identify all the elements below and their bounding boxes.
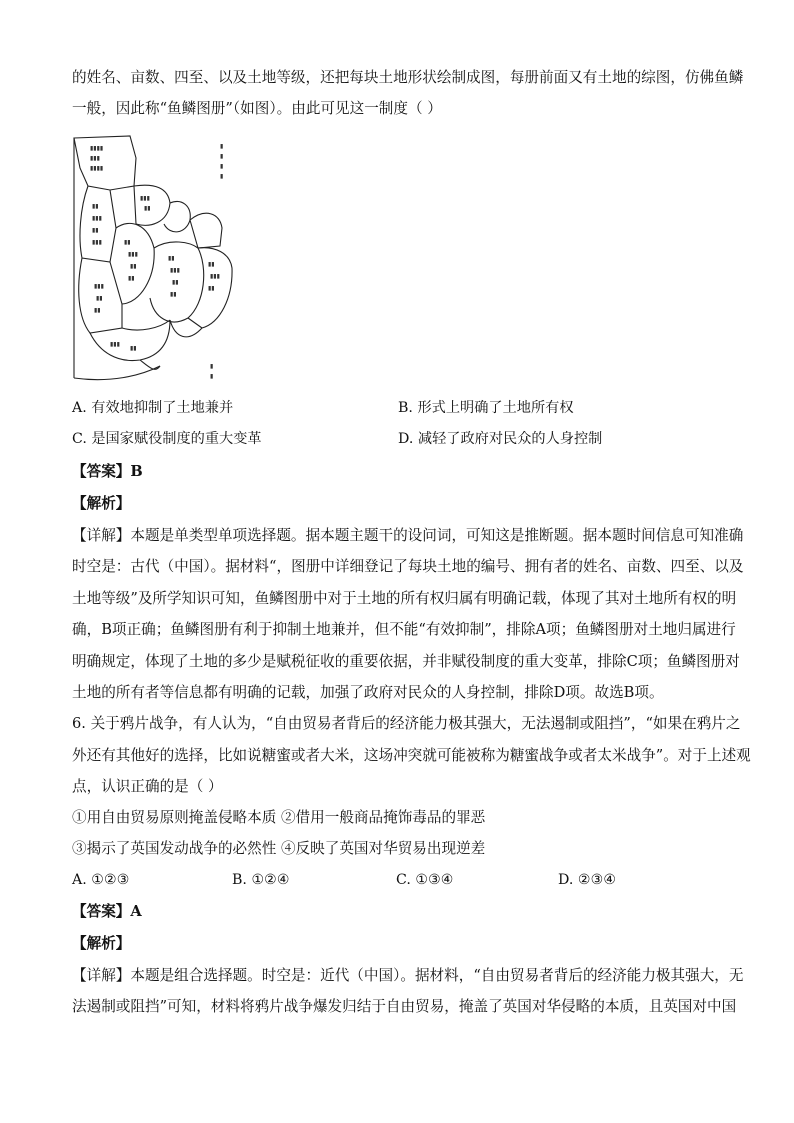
svg-text:▮▮: ▮▮ xyxy=(208,261,215,268)
svg-text:▮▮: ▮▮ xyxy=(96,295,103,302)
svg-text:▮▮: ▮▮ xyxy=(168,255,175,262)
q5-option-b[interactable]: B. 形式上明确了土地所有权 xyxy=(398,400,574,416)
q5-detail-line-6: 土地的所有者等信息都有明确的记载，加强了政府对民众的人身控制，排除D项。故选B项。 xyxy=(72,684,664,701)
svg-text:▮▮▮: ▮▮▮ xyxy=(140,195,150,202)
svg-text:▮: ▮ xyxy=(210,373,214,380)
svg-text:▮▮: ▮▮ xyxy=(208,285,215,292)
svg-text:▮▮: ▮▮ xyxy=(94,307,101,314)
q6-stem-line-1: 6. 关于鸦片战争，有人认为，“自由贸易者背后的经济能力极其强大，无法遏制或阻挡”，“如果在鸦片之 xyxy=(72,715,741,732)
svg-text:▮▮▮▮: ▮▮▮▮ xyxy=(90,165,104,172)
q5-detail-line-2: 时空是：古代（中国）。据材料“，图册中详细登记了每块土地的编号、拥有者的姓名、亩数、四至、以及 xyxy=(72,558,744,575)
q5-detail-line-5: 明确规定，体现了土地的多少是赋税征收的重要依据，并非赋役制度的重大变革，排除C项；鱼鳞图册对 xyxy=(72,653,740,670)
q6-option-d[interactable]: D. ②③④ xyxy=(558,872,617,888)
svg-text:▮▮: ▮▮ xyxy=(92,227,99,234)
svg-text:▮: ▮ xyxy=(210,363,214,370)
q6-stem-line-3: 点，认识正确的是（ ） xyxy=(72,778,223,795)
svg-text:▮▮▮: ▮▮▮ xyxy=(110,341,120,348)
q6-statements-1: ①用自由贸易原则掩盖侵略本质 ②借用一般商品掩饰毒品的罪恶 xyxy=(72,809,486,826)
svg-text:▮▮: ▮▮ xyxy=(130,345,137,352)
svg-text:▮▮▮▮: ▮▮▮▮ xyxy=(90,145,104,152)
q6-statements-2: ③揭示了英国发动战争的必然性 ④反映了英国对华贸易出现逆差 xyxy=(72,840,486,857)
svg-text:▮▮▮: ▮▮▮ xyxy=(210,273,220,280)
q6-option-a[interactable]: A. ①②③ xyxy=(72,872,130,888)
q5-stem-line-1: 的姓名、亩数、四至、以及土地等级，还把每块土地形状绘制成图，每册前面又有土地的综图，仿佛鱼鳞 xyxy=(72,69,744,86)
svg-text:▮▮: ▮▮ xyxy=(124,239,131,246)
q5-option-d[interactable]: D. 减轻了政府对民众的人身控制 xyxy=(398,431,603,447)
q6-option-b[interactable]: B. ①②④ xyxy=(232,872,290,888)
svg-text:▮▮▮: ▮▮▮ xyxy=(170,267,180,274)
svg-text:▮▮▮: ▮▮▮ xyxy=(90,155,100,162)
svg-text:▮: ▮ xyxy=(220,163,224,170)
svg-text:▮▮: ▮▮ xyxy=(144,205,151,212)
svg-text:▮▮: ▮▮ xyxy=(170,291,177,298)
svg-text:▮▮: ▮▮ xyxy=(130,263,137,270)
q5-option-a[interactable]: A. 有效地抑制了土地兼并 xyxy=(72,400,234,416)
q5-option-c[interactable]: C. 是国家赋役制度的重大变革 xyxy=(72,431,262,447)
svg-text:▮▮▮: ▮▮▮ xyxy=(92,239,102,246)
svg-text:▮: ▮ xyxy=(220,143,224,150)
svg-text:▮▮: ▮▮ xyxy=(92,203,99,210)
svg-text:▮▮: ▮▮ xyxy=(128,275,135,282)
fish-scale-map-icon xyxy=(70,128,238,388)
q6-detail-line-2: 法遏制或阻挡”可知，材料将鸦片战争爆发归结于自由贸易，掩盖了英国对华侵略的本质，且英国对中国 xyxy=(72,998,737,1015)
q5-analysis-label: 【解析】 xyxy=(72,495,131,512)
q6-analysis-label: 【解析】 xyxy=(72,935,131,952)
q5-detail-line-3: 土地等级”及所学知识可知，鱼鳞图册中对于土地的所有权归属有明确记载，体现了其对土地所有权的明 xyxy=(72,590,737,607)
svg-text:▮: ▮ xyxy=(220,153,224,160)
q5-detail-line-1: 【详解】本题是单类型单项选择题。据本题主题干的设问词，可知这是推断题。据本题时间信息可知准确 xyxy=(72,527,744,544)
svg-text:▮: ▮ xyxy=(220,173,224,180)
svg-text:▮▮▮: ▮▮▮ xyxy=(94,283,104,290)
q6-stem-line-2: 外还有其他好的选择，比如说糖蜜或者大米，这场冲突就可能被称为糖蜜战争或者太米战争”。对于上述观 xyxy=(72,747,751,764)
q5-answer: 【答案】B xyxy=(72,463,143,480)
svg-text:▮▮: ▮▮ xyxy=(172,279,179,286)
q6-detail-line-1: 【详解】本题是组合选择题。时空是：近代（中国）。据材料，“自由贸易者背后的经济能力极其强大，无 xyxy=(72,967,744,984)
svg-text:▮▮▮: ▮▮▮ xyxy=(92,215,102,222)
q6-answer: 【答案】A xyxy=(72,903,142,920)
q5-stem-line-2: 一般，因此称“鱼鳞图册”（如图）。由此可见这一制度（ ） xyxy=(72,100,442,117)
svg-text:▮▮▮: ▮▮▮ xyxy=(128,251,138,258)
q6-option-c[interactable]: C. ①③④ xyxy=(396,872,454,888)
q5-detail-line-4: 确，B项正确；鱼鳞图册有利于抑制土地兼并，但不能“有效抑制”，排除A项；鱼鳞图册对土地归属进行 xyxy=(72,621,736,638)
